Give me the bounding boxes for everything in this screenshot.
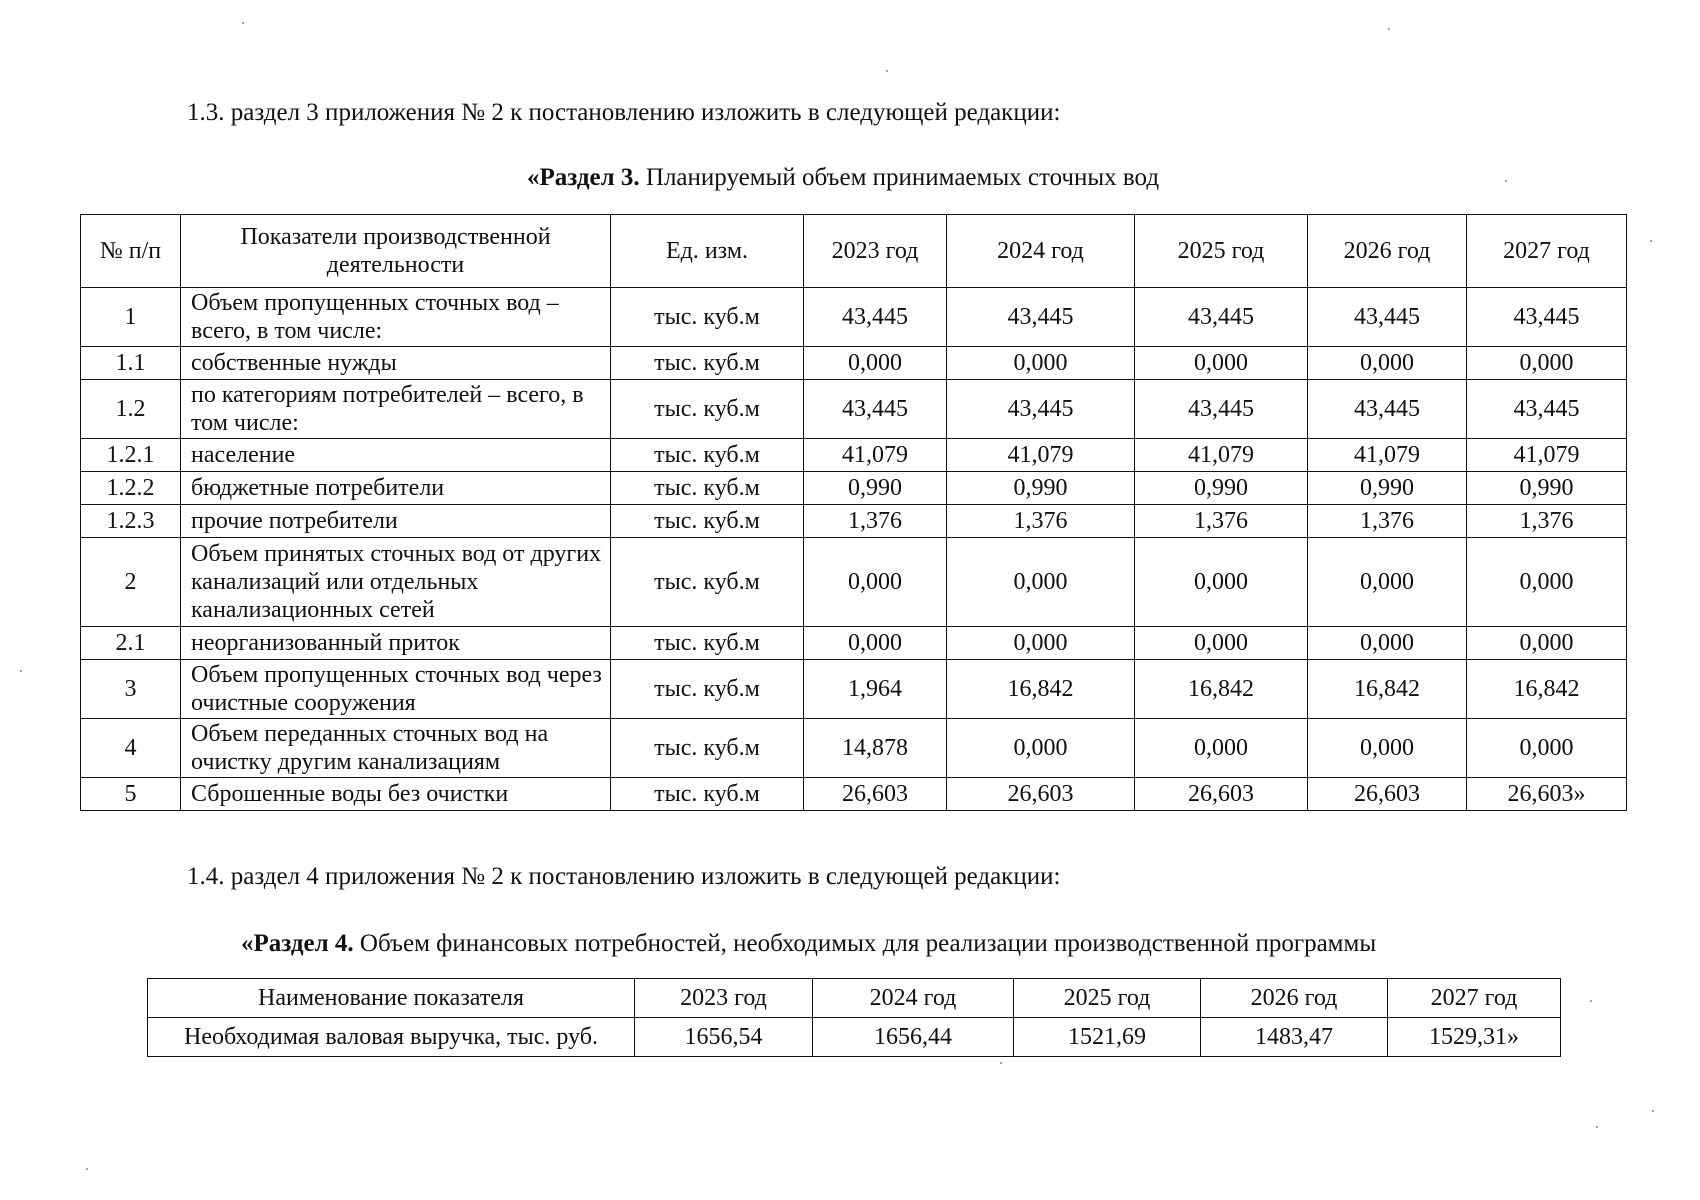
table-row	[81, 347, 1627, 380]
row-value-2023: 1,964	[804, 660, 947, 719]
row-name: Объем пропущенных сточных вод – всего, в том числе:	[181, 288, 611, 347]
row-num: 1.2.2	[81, 472, 181, 505]
table-row	[81, 380, 1627, 439]
table-row	[81, 778, 1627, 811]
scan-speck	[1388, 28, 1390, 30]
row-value-2026: 1483,47	[1201, 1018, 1388, 1057]
row-value-2026: 0,000	[1308, 347, 1467, 380]
table-row	[81, 288, 1627, 347]
header-2027: 2027 год	[1467, 215, 1627, 288]
row-value-2026: 0,000	[1308, 538, 1467, 627]
row-value-2023: 43,445	[804, 380, 947, 439]
scan-speck	[20, 670, 22, 672]
row-unit: тыс. куб.м	[611, 505, 804, 538]
header-unit: Ед. изм.	[611, 215, 804, 288]
row-value-2025: 0,000	[1135, 347, 1308, 380]
row-value-2024: 41,079	[947, 439, 1135, 472]
row-value-2026: 1,376	[1308, 505, 1467, 538]
table-row	[81, 439, 1627, 472]
row-num: 1.2.1	[81, 439, 181, 472]
table-header-row	[148, 979, 1561, 1018]
row-value-2023: 1656,54	[635, 1018, 813, 1057]
table-row	[148, 1018, 1561, 1057]
row-value-2024: 16,842	[947, 660, 1135, 719]
row-value-2024: 0,000	[947, 347, 1135, 380]
row-value-2027: 0,000	[1467, 347, 1627, 380]
row-unit: тыс. куб.м	[611, 778, 804, 811]
header-2023: 2023 год	[635, 979, 813, 1018]
row-num: 4	[81, 719, 181, 778]
paragraph-1-4: 1.4. раздел 4 приложения № 2 к постановлению изложить в следующей редакции:	[187, 863, 1061, 890]
section-4-title-bold: «Раздел 4.	[241, 930, 354, 957]
row-value-2023: 0,990	[804, 472, 947, 505]
row-value-2024: 1656,44	[813, 1018, 1014, 1057]
row-value-2024: 43,445	[947, 288, 1135, 347]
row-value-2027: 41,079	[1467, 439, 1627, 472]
row-value-2025: 16,842	[1135, 660, 1308, 719]
row-unit: тыс. куб.м	[611, 347, 804, 380]
row-unit: тыс. куб.м	[611, 627, 804, 660]
row-unit: тыс. куб.м	[611, 719, 804, 778]
section-4-title-text: Объем финансовых потребностей, необходимых для реализации производственной программы	[353, 930, 1377, 957]
row-unit: тыс. куб.м	[611, 538, 804, 627]
table-row	[81, 538, 1627, 627]
table-row	[81, 472, 1627, 505]
section-4-table	[147, 978, 1561, 1057]
scan-speck	[1505, 180, 1507, 182]
table-row	[81, 505, 1627, 538]
scan-speck	[86, 1168, 88, 1170]
scan-speck	[1596, 1126, 1598, 1128]
row-unit: тыс. куб.м	[611, 660, 804, 719]
row-num: 1.2	[81, 380, 181, 439]
header-indicator-name: Наименование показателя	[148, 979, 635, 1018]
paragraph-1-3: 1.3. раздел 3 приложения № 2 к постановлению изложить в следующей редакции:	[187, 99, 1061, 126]
row-value-2023: 1,376	[804, 505, 947, 538]
header-2026: 2026 год	[1308, 215, 1467, 288]
header-num: № п/п	[81, 215, 181, 288]
scan-speck	[1000, 1062, 1002, 1064]
section-3-title	[527, 163, 1159, 193]
row-name: Необходимая валовая выручка, тыс. руб.	[148, 1018, 635, 1057]
section-3-title-bold: «Раздел 3.	[527, 164, 640, 191]
scan-speck	[1650, 240, 1652, 242]
row-value-2027: 43,445	[1467, 288, 1627, 347]
header-2026: 2026 год	[1201, 979, 1388, 1018]
header-indicator: Показатели производственной деятельности	[181, 215, 611, 288]
row-value-2024: 0,000	[947, 719, 1135, 778]
row-unit: тыс. куб.м	[611, 380, 804, 439]
row-value-2024: 1,376	[947, 505, 1135, 538]
scan-speck	[1590, 1000, 1592, 1002]
row-name: собственные нужды	[181, 347, 611, 380]
row-num: 1	[81, 288, 181, 347]
row-name: Объем принятых сточных вод от других канализаций или отдельных канализационных сетей	[181, 538, 611, 627]
scan-speck	[886, 70, 888, 72]
row-value-2024: 26,603	[947, 778, 1135, 811]
header-2027: 2027 год	[1388, 979, 1561, 1018]
row-name: Сброшенные воды без очистки	[181, 778, 611, 811]
row-value-2026: 0,000	[1308, 719, 1467, 778]
row-value-2025: 26,603	[1135, 778, 1308, 811]
row-value-2026: 43,445	[1308, 380, 1467, 439]
row-value-2025: 41,079	[1135, 439, 1308, 472]
scan-speck	[242, 22, 244, 24]
table-row	[81, 660, 1627, 719]
row-name: население	[181, 439, 611, 472]
row-value-2023: 0,000	[804, 627, 947, 660]
row-value-2026: 26,603	[1308, 778, 1467, 811]
scan-speck	[1652, 1110, 1654, 1112]
row-value-2025: 0,990	[1135, 472, 1308, 505]
header-2024: 2024 год	[947, 215, 1135, 288]
row-value-2027: 0,000	[1467, 538, 1627, 627]
section-4-title	[241, 929, 1376, 959]
row-value-2027: 1529,31»	[1388, 1018, 1561, 1057]
row-value-2027: 0,000	[1467, 719, 1627, 778]
row-unit: тыс. куб.м	[611, 288, 804, 347]
row-value-2025: 0,000	[1135, 719, 1308, 778]
table-header-row	[81, 215, 1627, 288]
row-value-2025: 0,000	[1135, 627, 1308, 660]
row-name: Объем переданных сточных вод на очистку другим канализациям	[181, 719, 611, 778]
row-num: 2	[81, 538, 181, 627]
row-num: 3	[81, 660, 181, 719]
row-name: Объем пропущенных сточных вод через очистные сооружения	[181, 660, 611, 719]
row-value-2025: 1,376	[1135, 505, 1308, 538]
row-value-2025: 0,000	[1135, 538, 1308, 627]
section-3-title-text: Планируемый объем принимаемых сточных вод	[639, 164, 1160, 191]
row-value-2023: 26,603	[804, 778, 947, 811]
header-2025: 2025 год	[1135, 215, 1308, 288]
table-row	[81, 627, 1627, 660]
row-value-2023: 0,000	[804, 347, 947, 380]
row-unit: тыс. куб.м	[611, 439, 804, 472]
row-value-2026: 43,445	[1308, 288, 1467, 347]
header-2024: 2024 год	[813, 979, 1014, 1018]
row-num: 1.1	[81, 347, 181, 380]
table-row	[81, 719, 1627, 778]
row-value-2025: 43,445	[1135, 288, 1308, 347]
row-value-2027: 43,445	[1467, 380, 1627, 439]
row-value-2026: 0,000	[1308, 627, 1467, 660]
row-value-2027: 26,603»	[1467, 778, 1627, 811]
row-value-2027: 0,990	[1467, 472, 1627, 505]
row-value-2027: 0,000	[1467, 627, 1627, 660]
section-3-table	[80, 214, 1627, 811]
row-value-2024: 43,445	[947, 380, 1135, 439]
row-value-2024: 0,000	[947, 538, 1135, 627]
row-value-2025: 1521,69	[1014, 1018, 1201, 1057]
row-value-2027: 1,376	[1467, 505, 1627, 538]
row-name: по категориям потребителей – всего, в том числе:	[181, 380, 611, 439]
row-num: 2.1	[81, 627, 181, 660]
row-value-2023: 0,000	[804, 538, 947, 627]
row-value-2023: 14,878	[804, 719, 947, 778]
row-value-2023: 43,445	[804, 288, 947, 347]
row-unit: тыс. куб.м	[611, 472, 804, 505]
row-name: бюджетные потребители	[181, 472, 611, 505]
row-value-2027: 16,842	[1467, 660, 1627, 719]
row-value-2025: 43,445	[1135, 380, 1308, 439]
row-num: 5	[81, 778, 181, 811]
row-name: прочие потребители	[181, 505, 611, 538]
header-2025: 2025 год	[1014, 979, 1201, 1018]
row-value-2026: 41,079	[1308, 439, 1467, 472]
row-value-2026: 16,842	[1308, 660, 1467, 719]
row-num: 1.2.3	[81, 505, 181, 538]
header-2023: 2023 год	[804, 215, 947, 288]
row-value-2026: 0,990	[1308, 472, 1467, 505]
row-name: неорганизованный приток	[181, 627, 611, 660]
row-value-2024: 0,990	[947, 472, 1135, 505]
row-value-2023: 41,079	[804, 439, 947, 472]
row-value-2024: 0,000	[947, 627, 1135, 660]
